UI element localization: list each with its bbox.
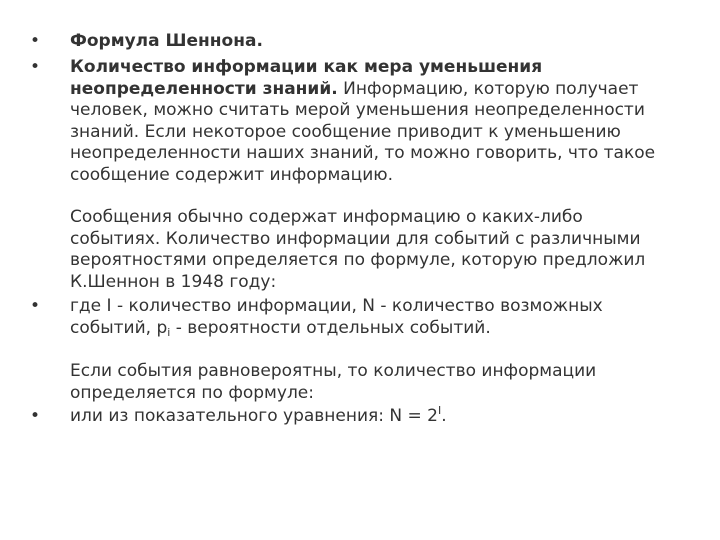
bullet-shannon-formula — [70, 31, 700, 53]
superscript: I — [437, 404, 442, 417]
bullet-marker: • — [30, 406, 41, 426]
text-line: где I - количество информации, N - количество возможных — [70, 296, 603, 316]
text-line — [70, 79, 700, 101]
text-line: знаний. Если некоторое сообщение приводит к уменьшению — [70, 121, 621, 142]
bold-text: неопределенности знаний. — [70, 78, 338, 99]
text-line: сообщение содержит информацию. — [70, 164, 394, 185]
text-line: Сообщения обычно содержат информацию о каких-либо — [70, 207, 583, 227]
text-line: событиях. Количество информации для событий с различными — [70, 228, 641, 249]
text-line — [70, 406, 700, 428]
bullet-marker: • — [30, 296, 41, 316]
text-line: неопределенности наших знаний, то можно говорить, что такое — [70, 143, 656, 163]
text-fragment: событий, p — [70, 317, 168, 338]
text-fragment: Информацию, которую получает — [337, 78, 639, 99]
text-line: К.Шеннон в 1948 году: — [70, 271, 277, 292]
paragraph-equiprobable — [70, 361, 700, 404]
heading-shannon-formula: Формула Шеннона. — [70, 31, 263, 51]
paragraph-messages — [70, 207, 700, 293]
subscript: i — [167, 325, 171, 339]
text-line: Количество информации как мера уменьшения — [70, 57, 543, 77]
text-line: Если события равновероятны, то количество информации — [70, 361, 597, 381]
text-fragment: или из показательного уравнения: N = 2 — [70, 406, 438, 426]
text-fragment: - вероятности отдельных событий. — [170, 317, 491, 338]
bullet-marker: • — [30, 31, 41, 51]
text-line: вероятностями определяется по формуле, которую предложил — [70, 250, 646, 270]
text-line — [70, 318, 700, 340]
bullet-information-measure — [70, 57, 700, 186]
text-fragment: . — [441, 406, 447, 426]
text-line: человек, можно считать мерой уменьшения неопределенности — [70, 100, 645, 120]
bullet-exponential-equation — [70, 406, 700, 428]
text-line: определяется по формуле: — [70, 382, 314, 403]
bullet-definitions — [70, 296, 700, 339]
bullet-marker: • — [30, 57, 41, 77]
